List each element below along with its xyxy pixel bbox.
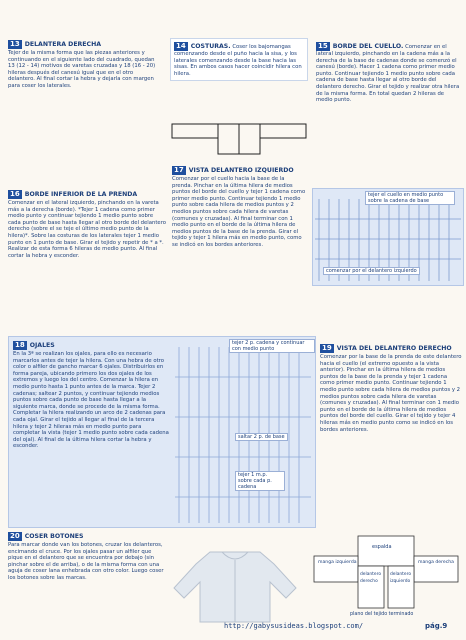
blog-url[interactable]: http://gabysusideas.blogspot.com/ <box>224 622 364 630</box>
section-16 <box>8 190 166 259</box>
section-text: Coser los bajomangas comenzando desde el puño hacia la sisa, y los laterales comenzando desde la base hacia las sisas. En ambos casos hacer coincidir hilera con hilera. <box>174 44 302 77</box>
step-number: 15 <box>318 42 328 50</box>
step-number: 14 <box>176 42 186 50</box>
section-15 <box>316 42 462 104</box>
seam-diagram <box>170 118 308 158</box>
stitch-chart-collar <box>312 188 464 286</box>
schema-caption: plano del tejido terminado <box>350 612 414 617</box>
section-title: COSTURAS. <box>190 43 231 50</box>
section-text: Comenzar en el lateral izquierdo, pinchando en la cadena más a la derecha de la base de cadenas donde se comenzó el canesú (borde). Hacer 1 cadena como primer medio punto. Continuar tejiendo 1 medio punto sobre cada cadena de base hasta llegar al otro borde del delantero derecho. Girar el tejido y realizar otra hilera de la misma forma. En total quedan 2 hileras de medio punto. <box>316 44 460 104</box>
section-title: OJALES <box>29 342 55 349</box>
section-title: BORDE INFERIOR DE LA PRENDA <box>24 191 138 198</box>
section-title: VISTA DEL DELANTERO DERECHO <box>336 345 452 352</box>
section-17 <box>172 166 306 249</box>
step-number: 16 <box>10 190 20 198</box>
step-number: 17 <box>174 166 184 174</box>
section-text: Para marcar donde van los botones, cruzar los delanteros, encimando el cruce. Por los ojales pasar un alfiler que pique en el delantero que se encuentra por debajo (sin pinchar sobre el de arriba), o de la misma forma con una aguja de coser lana enhebrada con otro color. Luego coser los botones sobre las marcas. <box>8 542 164 581</box>
step-number: 19 <box>322 344 332 352</box>
left-front-annotation: comenzar por el delantero izquierdo <box>323 267 420 275</box>
step-number: 20 <box>10 532 20 540</box>
stitch-annotation: tejer 1 m.p. sobre cada p. cadena <box>235 471 285 491</box>
cardigan-photo <box>170 544 300 624</box>
section-title: COSER BOTONES <box>24 533 84 540</box>
section-text: Tejer de la misma forma que las piezas anteriores y continuando en el siguiente lado del cuadrado, quedan 13 (12 - 14) motivos de varetas cruzadas y 18 (16 - 20) hileras después del canesú igual que en el otro delantero. Al final cortar la hebra y dejarla con margen para coser los laterales. <box>8 50 156 89</box>
section-19 <box>320 344 462 433</box>
schema-manga-izq: manga izquierda <box>318 560 357 565</box>
section-text: Comenzar por el cuello hacia la base de la prenda. Pinchar en la última hilera de medios puntos del borde del cuello y tejer 1 cadena como primer medio punto. Continuar tejiendo 1 medio punto sobre cada hilera de medios puntos y 2 medios puntos sobre cada hilera de varetas (comunes y cruzadas). Al final terminar con 1 medio punto en el borde de la última hilera de medios puntos de la base de la prenda. Girar el tejido y tejer 1 hilera más en medio punto, como se indicó en los bordes anteriores. <box>172 176 306 248</box>
step-number: 18 <box>15 341 25 349</box>
buttonhole-panel <box>8 336 316 528</box>
schema-espalda: espalda <box>372 544 392 550</box>
collar-annotation: tejer el cuello en medio punto sobre la cadena de base <box>365 191 455 205</box>
step-number: 13 <box>10 40 20 48</box>
section-18 <box>13 341 169 450</box>
schema-del-der: delantero derecho <box>360 572 381 584</box>
section-text: Comenzar en el lateral izquierdo, pinchando en la vareta más a la derecha (borde). *Tejer 1 cadena como primer medio punto y continuar tejiendo 1 medio punto sobre cada punto de base hasta llegar al otro borde del delantero derecho (sobre el se teje el último medio punto de la hilera)*. Sobre las costuras de los laterales tejer 1 medio punto en 1 punto de base. Girar el tejido y repetir de * a *. Realizar de esta forma 6 hileras de medio punto. Al final cortar la hebra y esconder. <box>8 200 166 259</box>
schema-manga-der: manga derecha <box>418 560 455 565</box>
section-text: En la 3ª se realizan los ojales, para ello es necesario marcarlos antes de tejer la hilera. Con una hebra de otro color o alfiler de gancho marcar 6 ojales. Distribuirlos en forma pareja, ubicando primero los dos ojales de los extremos y luego los del centro. Comenzar la hilera en medio punto hasta 1 punto antes de la marca. Tejer 2 cadenas; saltear 2 puntos, y continuar tejiendo medios puntos sobre cada punto de base hasta llegar a la siguiente marca, donde se procede de la misma forma. Completar la hilera realizando un arco de 2 cadenas para cada ojal. Girar el tejido al llegar al final de la tercera hilera y tejer 2 hileras más en medio punto para completar la vista (tejer 1 medio punto sobre cada cadena del ojal). Al final de la última hilera cortar la hebra y esconder. <box>13 351 169 450</box>
section-title: VISTA DELANTERO IZQUIERDO <box>188 167 294 174</box>
schema-del-izq: delantero izquierdo <box>390 572 411 584</box>
section-text: Comenzar por la base de la prenda de este delantero hacia el cuello (el extremo opuesto a la vista anterior). Pinchar en la última hilera de medios puntos de la base de la prenda y tejer 1 cadena como primer medio punto. Continuar tejiendo 1 medio punto sobre cada hilera de medios puntos y 2 medios puntos sobre cada hilera de varetas (comunes y cruzadas). Al final terminar con 1 medio punto en el borde de la última hilera de medios puntos del borde del cuello. Girar el tejido y tejer 4 hileras más en medio punto como se indicó en los bordes anteriores. <box>320 354 462 433</box>
chain-annotation: tejer 2 p. cadena y continuar con medio punto <box>229 339 315 353</box>
section-20 <box>8 532 166 582</box>
section-title: BORDE DEL CUELLO. <box>332 43 404 50</box>
section-title: DELANTERA DERECHA <box>24 41 102 48</box>
skip-annotation: saltar 2 p. de base <box>235 433 288 441</box>
page-number: pág.9 <box>425 622 448 630</box>
section-14 <box>170 38 308 81</box>
section-13 <box>8 40 158 90</box>
